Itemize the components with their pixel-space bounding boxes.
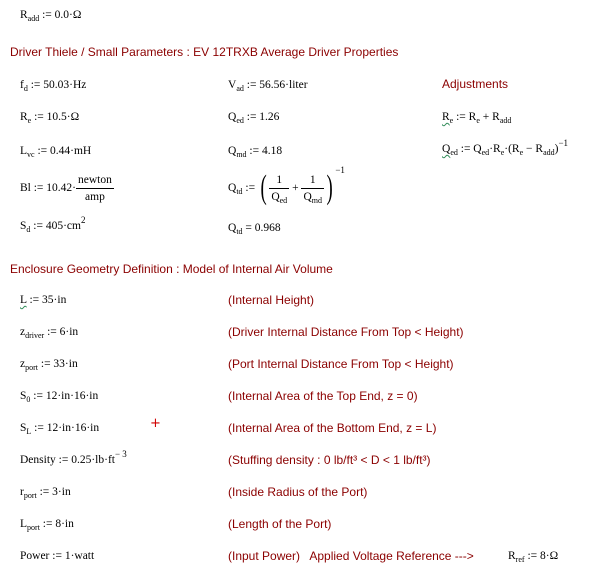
zdriver-def[interactable]: $z_{driver}$ := 6·in — [20, 326, 79, 340]
radd-def[interactable]: $R_{add}$ := 0.0·Ω — [20, 9, 82, 23]
zport-def[interactable]: $z_{port}$ := 33·in — [20, 358, 78, 372]
bl-def[interactable]: Bl := 10.42· $\frac{\text{newton}}{\text{amp}}$ — [20, 174, 112, 203]
rport-def[interactable]: $r_{port}$ := 3·in — [20, 486, 71, 500]
qtd-formula[interactable]: $Q_{td}$ := ( $\frac{1}{Q_{ed}}$ + $\frac{1}{Q_{md}}$ ) $^{-1}$ — [228, 165, 345, 207]
bl-fraction: $\frac{\text{newton}}{\text{amp}}$ — [78, 174, 112, 203]
qed-adjust-def[interactable]: $Q_{ed}$ := $Q_{ed}\cdot R_e\cdot(R_e - R_{add})^{-1}$ — [442, 138, 569, 157]
rport-note: (Inside Radius of the Port) — [228, 485, 368, 499]
zdriver-note: (Driver Internal Distance From Top < Height) — [228, 325, 464, 339]
vad-def[interactable]: $V_{ad}$ := 56.56·liter — [228, 79, 308, 93]
power-note: (Input Power) Applied Voltage Reference ---> — [228, 549, 474, 563]
lport-def[interactable]: $L_{port}$ := 8·in — [20, 518, 74, 532]
qtd-value: $Q_{td} = 0.968$ — [228, 222, 281, 236]
s0-def[interactable]: $S_0$ := 12·in·16·in — [20, 390, 99, 404]
height-def[interactable]: L := 35·in — [20, 294, 67, 306]
fd-def[interactable]: $f_d$ := 50.03·Hz — [20, 79, 87, 93]
rref-def[interactable]: $R_{ref}$ := 8·Ω — [508, 550, 559, 564]
re-def[interactable]: $R_e$ := 10.5·Ω — [20, 111, 80, 125]
lvc-def[interactable]: $L_{vc}$ := 0.44·mH — [20, 145, 92, 159]
zport-note: (Port Internal Distance From Top < Height) — [228, 357, 454, 371]
density-note: (Stuffing density : 0 lb/ft³ < D < 1 lb/ft³) — [228, 453, 431, 467]
sd-def[interactable]: $S_d$ := $405\cdot cm^2$ — [20, 215, 86, 234]
qed-def[interactable]: $Q_{ed}$ := 1.26 — [228, 111, 280, 125]
height-note: (Internal Height) — [228, 293, 315, 307]
lport-note: (Length of the Port) — [228, 517, 332, 531]
adjustments-heading: Adjustments — [442, 77, 509, 91]
density-def[interactable]: Density := $0.25\cdot lb\cdot ft^{- 3}$ — [20, 449, 127, 466]
cross-cursor-icon: + — [150, 416, 161, 431]
sl-def[interactable]: $S_L$ := 12·in·16·in — [20, 422, 100, 436]
s0-note: (Internal Area of the Top End, z = 0) — [228, 389, 418, 403]
sl-note: (Internal Area of the Bottom End, z = L) — [228, 421, 437, 435]
driver-heading: Driver Thiele / Small Parameters : EV 12TRXB Average Driver Properties — [10, 45, 399, 59]
power-def[interactable]: Power := 1·watt — [20, 550, 95, 562]
enclosure-heading: Enclosure Geometry Definition : Model of Internal Air Volume — [10, 262, 333, 276]
qmd-def[interactable]: $Q_{md}$ := 4.18 — [228, 145, 283, 159]
re-adjust-def[interactable]: $R_e$ := $R_e + R_{add}$ — [442, 111, 512, 125]
